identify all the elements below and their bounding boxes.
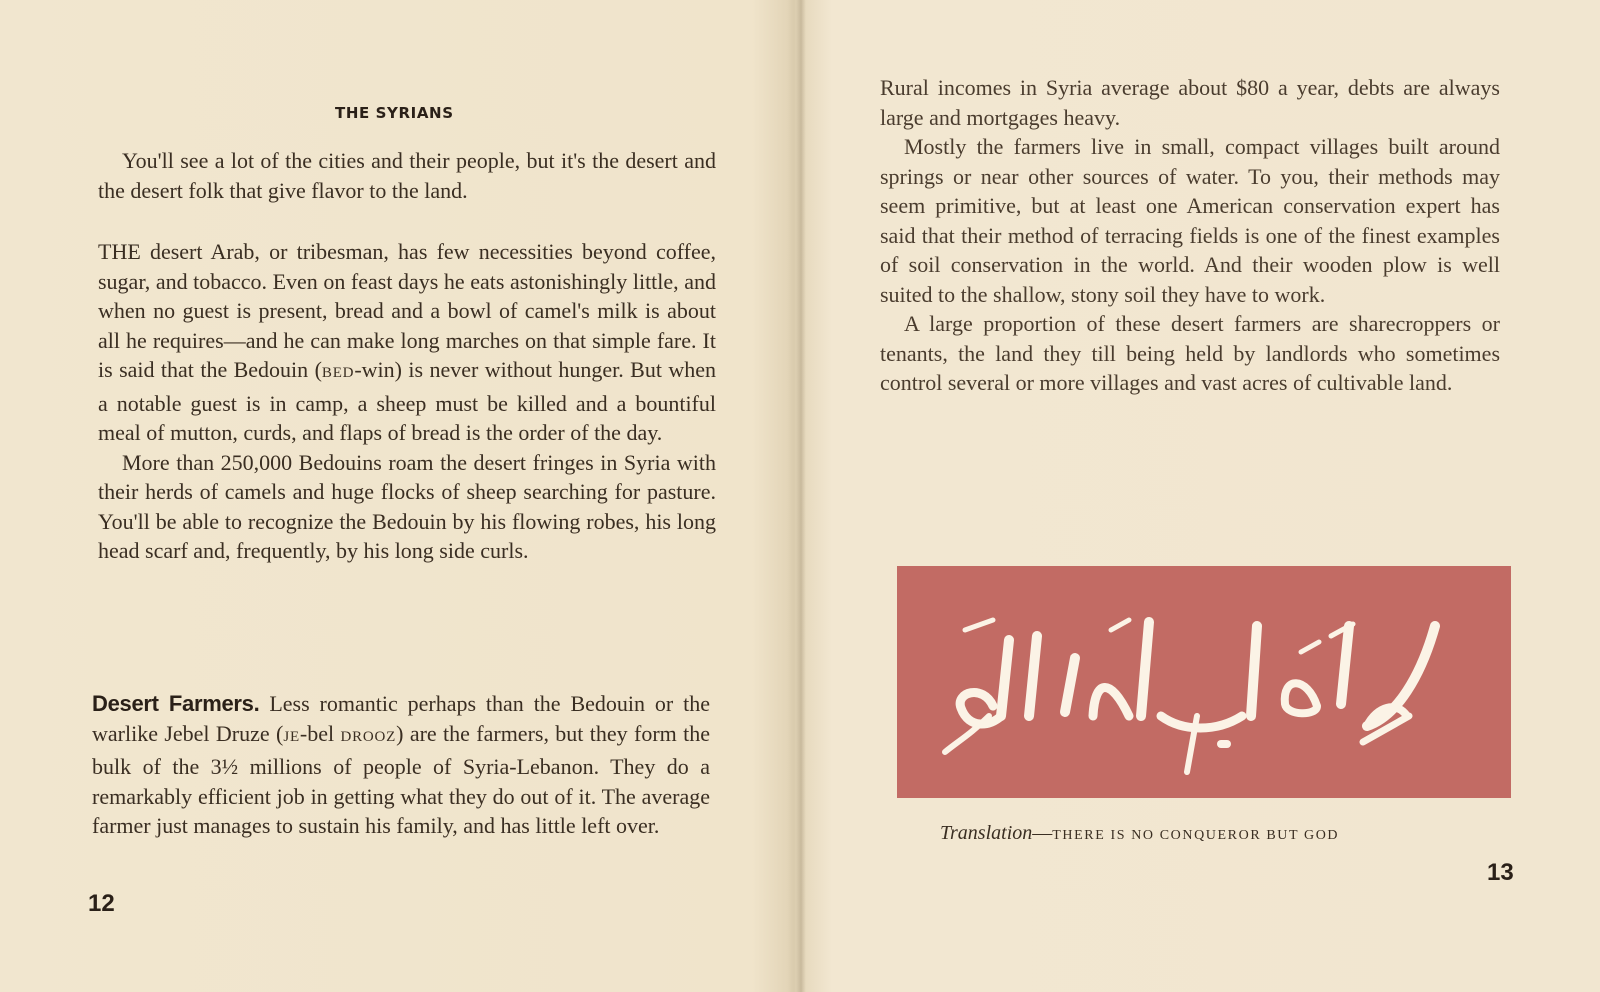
lead-paragraph-text: You'll see a lot of the cities and their people, but it's the desert and the desert folk that give flavor to the land. (98, 148, 716, 203)
villages-paragraph: Mostly the farmers live in small, compact villages built around springs or near other sources of water. To you, their methods may seem primitive, but at least one American conservation expert has said that their method of terracing fields is one of the finest examples of soil conservation in the world. And their wooden plow is well suited to the shallow, stony soil they have to work. (880, 134, 1500, 307)
section-heading: Desert Farmers. (92, 691, 260, 716)
translation-caption (940, 822, 1500, 845)
bedouin-section (98, 237, 716, 566)
caption-text: THERE IS NO CONQUEROR BUT GOD (1052, 828, 1340, 843)
farmers-text-1: Less romantic perhaps than the Bedouin or the warlike Jebel Druze ( (92, 691, 710, 746)
pronunciation-bed: BED (321, 365, 355, 381)
bedouin-text-b: -win) is never without hunger. But when a notable guest is in camp, a sheep must be killed and a bountiful meal of mutton, curds, and flaps of bread is the order of the day. (98, 357, 716, 445)
calligraphy-banner (897, 566, 1511, 798)
pronunciation-drooz: DROOZ (340, 728, 397, 745)
caption-label: Translation (940, 822, 1033, 844)
bedouin-count-paragraph: More than 250,000 Bedouins roam the desert fringes in Syria with their herds of camels and huge flocks of sheep searching for pasture. You'll be able to recognize the Bedouin by his flowing robes, his long head scarf and, frequently, by his long side curls. (98, 449, 716, 563)
right-page-text (880, 73, 1500, 398)
page-number-left: 12 (88, 890, 115, 917)
page-number-right: 13 (1487, 859, 1514, 886)
bedouin-text-a: THE desert Arab, or tribesman, has few necessities beyond coffee, sugar, and tobacco. Even on feast days he eats astonishingly little, and when no guest is present, bread and a bowl of camel's milk is about all he requires—and he can make long marches on that simple fare. It is said that the Bedouin ( (98, 239, 716, 382)
sharecroppers-paragraph: A large proportion of these desert farmers are sharecroppers or tenants, the land they till being held by landlords who sometimes control several or more villages and vast acres of cultivable land. (880, 311, 1500, 395)
arabic-calligraphy-graphic (897, 566, 1511, 798)
farmers-text-2: -bel (299, 720, 341, 746)
lead-paragraph (98, 146, 716, 205)
caption-dash: — (1032, 822, 1053, 844)
rural-income-paragraph: Rural incomes in Syria average about $80 a year, debts are always large and mortgages heavy. (880, 75, 1500, 130)
bedouin-paragraph (98, 237, 716, 448)
desert-farmers-section (92, 689, 710, 841)
running-head: THE SYRIANS (335, 104, 454, 122)
farmers-paragraph (92, 689, 710, 841)
pronunciation-je: JE (283, 728, 300, 745)
farmers-text-3: ) are the farmers, but they form the bulk of the 3½ millions of people of Syria-Lebanon. They do a remarkably efficient job in getting what they do out of it. The average farmer just manages to sustain his family, and has little left over. (92, 720, 711, 838)
